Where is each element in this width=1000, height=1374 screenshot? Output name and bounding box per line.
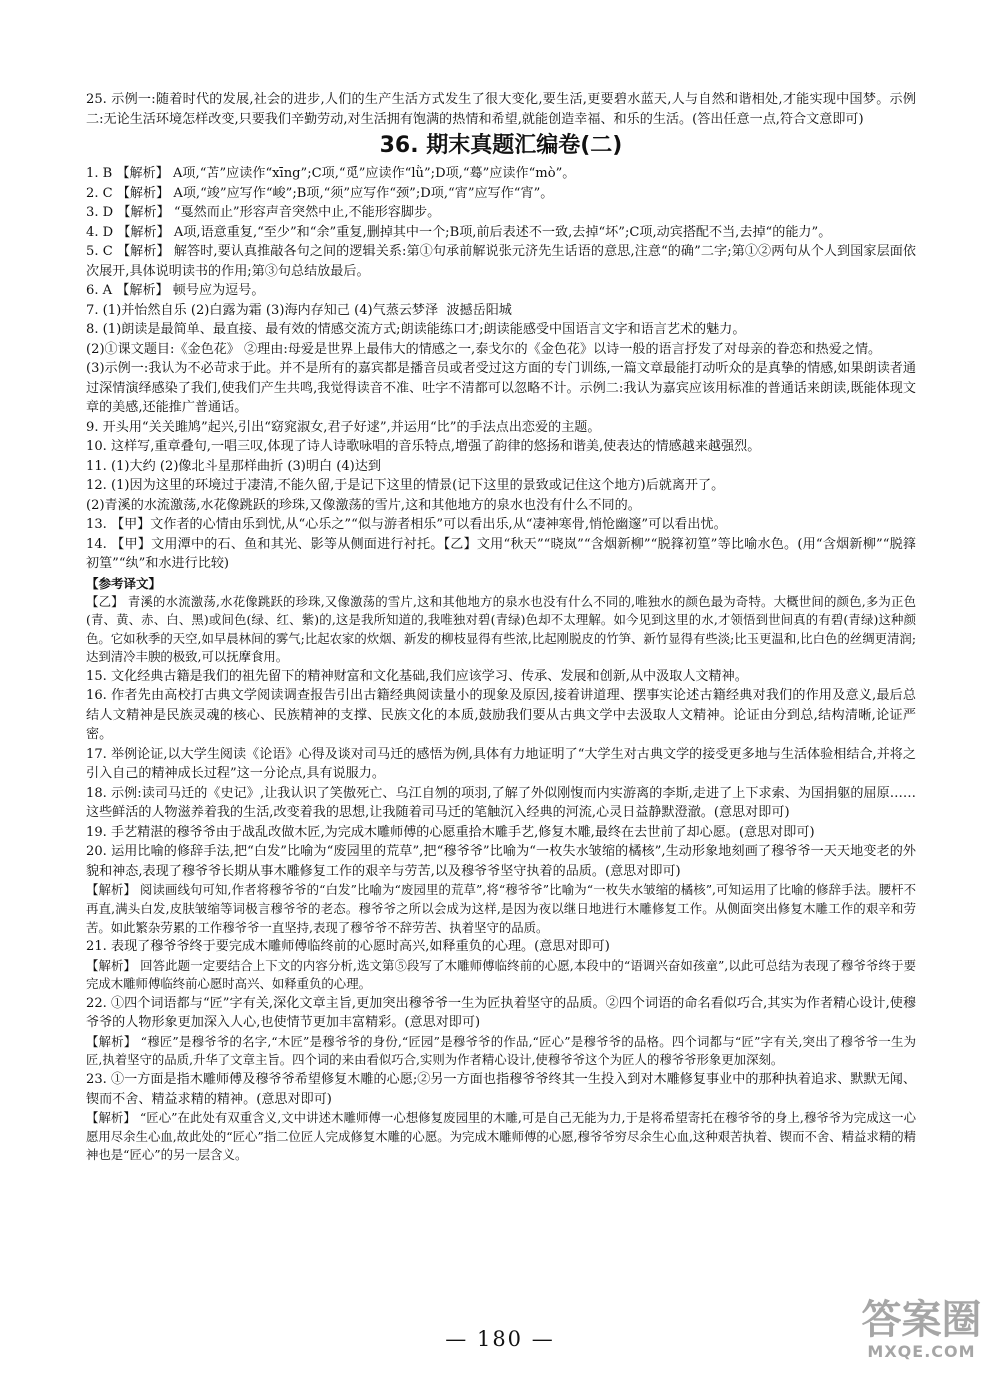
- answer-9: 9. 开头用“关关雎鸠”起兴,引出“窈窕淑女,君子好逑”,并运用“比”的手法点出恋爱的主题。: [86, 419, 601, 435]
- answer-4: 4. D 【解析】 A项,语意重复,“至少”和“余”重复,删掉其中一个;B项,前后表述不一致,去掉“坏”;C项,动宾搭配不当,去掉“的能力”。: [86, 224, 832, 240]
- answer-2: 2. C 【解析】 A项,“竣”应写作“峻”;B项,“须”应写作“颈”;D项,“宵”应写作“宵”。: [86, 185, 554, 201]
- watermark-logo: [849, 1298, 994, 1370]
- answer-8-2: (2)①课文题目:《金色花》 ②理由:母爱是世界上最伟大的情感之一,泰戈尔的《金色花》以诗一般的语言抒发了对母亲的眷恋和热爱之情。: [86, 341, 882, 357]
- answer-25: 25. 示例一:随着时代的发展,社会的进步,人们的生产生活方式发生了很大变化,要生活,更要碧水蓝天,人与自然和谐相处,才能实现中国梦。示例二:无论生活环境怎样改变,只要我们辛勤劳动,对生活拥有饱满的热情和希望,就能创造幸福、和乐的生活。(答出任意一点,符合文意即可): [86, 92, 916, 127]
- section-title: 36. 期末真题汇编卷(二): [379, 133, 623, 158]
- answer-18: 18. 示例:读司马迁的《史记》,让我认识了笑傲死亡、乌江自刎的项羽,了解了外似刚愎而内实游离的李斯,走进了上下求索、为国捐躯的屈原……这些鲜活的人物滋养着我的生活,改变着我的思想,让我随着司马迁的笔触沉入经典的河流,心灵日益静默澄澈。(意思对即可): [86, 785, 916, 821]
- answer-11: 11. (1)大约 (2)像北斗星那样曲折 (3)明白 (4)达到: [86, 458, 381, 474]
- analysis-21: 【解析】 回答此题一定要结合上下文的内容分析,选文第⑤段写了木雕师傅临终前的心愿,本段中的“语调兴奋如孩童”,以此可总结为表现了穆爷爷终于要完成木雕师傅临终前心愿时高兴、如释重负的心理。: [86, 957, 916, 992]
- answer-12-2: (2)青溪的水流激荡,水花像跳跃的珍珠,又像激荡的雪片,这和其他地方的泉水也没有什么不同的。: [86, 497, 641, 513]
- answer-page: [86, 90, 916, 1165]
- analysis-22: 【解析】 “穆匠”是穆爷爷的名字,“木匠”是穆爷爷的身份,“匠园”是穆爷爷的作品,“匠心”是穆爷爷的品格。四个词都与“匠”字有关,突出了穆爷爷一生为匠,执着坚守的品质,升华了文章主旨。四个词的来由看似巧合,实则为作者精心设计,使穆爷爷这个为匠人的穆爷爷形象更加深刻。: [86, 1033, 916, 1068]
- answer-14: 14. 【甲】文用潭中的石、鱼和其光、影等从侧面进行衬托。【乙】文用“秋天”“晓岚”“含烟新柳”“脱箨初篁”等比喻水色。(用“含烟新柳”“脱箨初篁”“纨”和水进行比较): [86, 536, 916, 571]
- analysis-20: 【解析】 阅读画线句可知,作者将穆爷爷的“白发”比喻为“废园里的荒草”,将“穆爷爷”比喻为“一枚失水皱缩的橘核”,可知运用了比喻的修辞手法。腰杆不再直,满头白发,皮肤皱缩等词极言穆爷爷的老态。穆爷爷之所以会成为这样,是因为夜以继日地进行木雕修复工作。从侧面突出修复木雕工作的艰辛和劳苦。如此繁杂劳累的工作穆爷爷一直坚持,表现了穆爷爷不辞劳苦、执着坚守的品质。: [86, 882, 916, 935]
- answer-8-3: (3)示例一:我认为不必苛求于此。并不是所有的嘉宾都是播音员或者受过这方面的专门训练,一篇文章最能打动听众的是真挚的情感,如果朗读者通过深情演绎感染了我们,使我们产生共鸣,我觉得读音不准、吐字不清都可以忽略不计。示例二:我认为嘉宾应该用标准的普通话来朗读,既能体现文章的美感,还能推广普通话。: [86, 361, 916, 415]
- answer-19: 19. 手艺精湛的穆爷爷由于战乱改做木匠,为完成木雕师傅的心愿重拾木雕手艺,修复木雕,最终在去世前了却心愿。(意思对即可): [86, 824, 815, 840]
- watermark-text: 答案圈: [861, 1297, 982, 1343]
- answer-20: 20. 运用比喻的修辞手法,把“白发”比喻为“废园里的荒草”,把“穆爷爷”比喻为“一枚失水皱缩的橘核”,生动形象地刻画了穆爷爷一天天地变老的外貌和神态,表现了穆爷爷长期从事木雕修复工作的艰辛与劳苦,以及穆爷爷坚守执着的品质。(意思对即可): [86, 844, 916, 879]
- page-number: — 180 —: [445, 1327, 555, 1351]
- reference-translation: 【乙】 青溪的水流激荡,水花像跳跃的珍珠,又像激荡的雪片,这和其他地方的泉水也没有什么不同的,唯独水的颜色最为奇特。大概世间的颜色,多为正色(青、黄、赤、白、黑)或间色(绿、红、紫)的,这是我所知道的,我唯独对碧(青绿)色却不太理解。如今见到这里的水,才领悟到世间真的有碧(青绿)这种颜色。它如秋季的天空,如早晨林间的雾气;比起农家的炊烟、新发的柳枝显得有些浓,比起刚脱皮的竹笋、新竹显得有些淡;比玉更温和,比白色的丝绸更清润;达到清冷丰腴的极致,可以抚摩食用。: [86, 593, 916, 665]
- answer-1: 1. B 【解析】 A项,“苫”应读作“xīng”;C项,“觅”应读作“lǜ”;D项,“蓦”应读作“mò”。: [86, 166, 576, 181]
- answer-15: 15. 文化经典古籍是我们的祖先留下的精神财富和文化基础,我们应该学习、传承、发展和创新,从中汲取人文精神。: [86, 668, 748, 684]
- answer-22: 22. ①四个词语都与“匠”字有关,深化文章主旨,更加突出穆爷爷一生为匠执着坚守的品质。②四个词语的命名看似巧合,其实为作者精心设计,使穆爷爷的人物形象更加深入人心,也使情节更加丰富精彩。(意思对即可): [86, 995, 916, 1031]
- answer-16: 16. 作者先由高校打古典文学阅读调查报告引出古籍经典阅读量小的现象及原因,接着讲道理、摆事实论述古籍经典对我们的作用及意义,最后总结人文精神是民族灵魂的核心、民族精神的支撑、民族文化的本质,鼓励我们要从古典文学中去汲取人文精神。论证由分到总,结构清晰,论证严密。: [86, 688, 916, 743]
- answer-10: 10. 这样写,重章叠句,一唱三叹,体现了诗人诗歌咏唱的音乐特点,增强了韵律的悠扬和谐美,使表达的情感越来越强烈。: [86, 439, 761, 454]
- answer-6: 6. A 【解析】 顿号应为逗号。: [86, 283, 265, 298]
- answer-12-1: 12. (1)因为这里的环境过于凄清,不能久留,于是记下这里的情景(记下这里的景致或记住这个地方)后就离开了。: [86, 478, 725, 493]
- answer-21: 21. 表现了穆爷爷终于要完成木雕师傅临终前的心愿时高兴,如释重负的心理。(意思对即可): [86, 939, 610, 955]
- answer-7: 7. (1)并怡然自乐 (2)白露为霜 (3)海内存知己 (4)气蒸云梦泽 波撼岳阳城: [86, 302, 512, 318]
- answer-17: 17. 举例论证,以大学生阅读《论语》心得及谈对司马迁的感悟为例,具体有力地证明了“大学生对古典文学的接受更多地与生活体验相结合,并将之引入自己的精神成长过程”这一分论点,具有说服力。: [86, 746, 916, 782]
- answer-13: 13. 【甲】文作者的心情由乐到忧,从“心乐之”“似与游者相乐”可以看出乐,从“凄神寒骨,悄怆幽邃”可以看出忧。: [86, 517, 727, 532]
- answer-5: 5. C 【解析】 解答时,要认真推敲各句之间的逻辑关系:第①句承前解说张元济先生话语的意思,注意“的确”二字;第①②两句从个人到国家层面依次展开,具体说明读书的作用;第③句总结放最后。: [86, 244, 916, 279]
- answer-3: 3. D 【解析】 “戛然而止”形容声音突然中止,不能形容脚步。: [86, 205, 441, 220]
- analysis-23: 【解析】 “匠心”在此处有双重含义,文中讲述木雕师傅一心想修复废园里的木雕,可是自己无能为力,于是将希望寄托在穆爷爷的身上,穆爷爷为完成这一心愿用尽余生心血,故此处的“匠心”指二位匠人完成修复木雕的心愿。为完成木雕师傅的心愿,穆爷爷穷尽余生心血,这种艰苦执着、锲而不舍、精益求精的精神也是“匠心”的另一层含义。: [86, 1110, 916, 1163]
- reference-translation-label: 【参考译文】: [86, 575, 162, 591]
- answer-23: 23. ①一方面是指木雕师傅及穆爷爷希望修复木雕的心愿;②另一方面也指穆爷爷终其一生投入到对木雕修复事业中的那种执着追求、默默无闻、锲而不舍、精益求精的精神。(意思对即可): [86, 1072, 916, 1107]
- watermark-url: MXQE.COM: [867, 1342, 976, 1361]
- answer-8-1: 8. (1)朗读是最简单、最直接、最有效的情感交流方式;朗读能练口才;朗读能感受中国语言文字和语言艺术的魅力。: [86, 322, 746, 337]
